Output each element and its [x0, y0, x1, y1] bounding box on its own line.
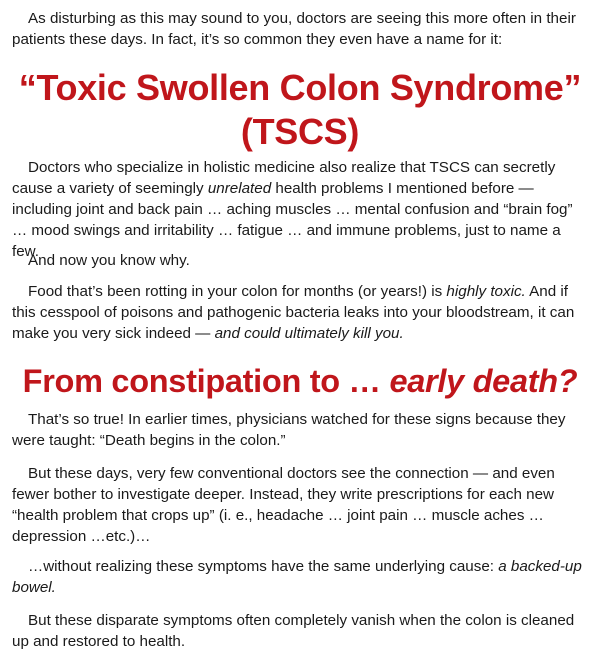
paragraph-rotting-food-emphasis2: and could ultimately kill you.: [214, 325, 404, 342]
paragraph-rotting-food-part2: And if this cesspool of poisons and pathogenic bacteria leaks into your bloodstream, it can make you very sick indeed —: [12, 283, 575, 342]
heading-early-death: [0, 360, 600, 402]
paragraph-without-realizing-emphasis: a backed-up bowel.: [12, 558, 582, 596]
paragraph-so-true: That’s so true! In earlier times, physicians watched for these signs because they were taught: “Death begins in the colon.”: [12, 411, 566, 449]
paragraph-holistic-emphasis: unrelated: [207, 180, 272, 197]
paragraph-intro: As disturbing as this may sound to you, doctors are seeing this more often in their patients these days. In fact, it’s so common they even have a name for it:: [12, 10, 576, 48]
paragraph-rotting-food-emphasis1: highly toxic.: [446, 283, 526, 300]
heading-tscs-line2: (TSCS): [240, 111, 360, 152]
paragraph-now-you-know: And now you know why.: [28, 252, 190, 269]
heading-early-death-emphasis: early death?: [389, 363, 578, 399]
paragraph-holistic: [12, 157, 590, 262]
paragraph-rotting-food-part1: Food that’s been rotting in your colon for months (or years!) is: [28, 283, 447, 300]
heading-tscs-line1: “Toxic Swollen Colon Syndrome”: [18, 67, 582, 108]
heading-tscs: [0, 66, 600, 154]
paragraph-holistic-part2: health problems I mentioned before — including joint and back pain … aching muscles … mental confusion and “brain fog” … mood swings and irritability … fatigue … and immune problems, just to name a few.: [12, 180, 573, 260]
paragraph-without-realizing: [12, 556, 590, 598]
paragraph-rotting-food: [12, 281, 590, 344]
paragraph-these-days: But these days, very few conventional doctors see the connection — and even fewer bother to investigate deeper. Instead, they write prescriptions for each new “health problem that crops up” (i. e., headache … joint pain … muscle aches … depression …etc.)…: [12, 465, 555, 545]
paragraph-holistic-part1: Doctors who specialize in holistic medicine also realize that TSCS can secretly cause a variety of seemingly: [12, 159, 556, 197]
paragraph-symptoms-vanish: But these disparate symptoms often completely vanish when the colon is cleaned up and restored to health.: [12, 612, 575, 650]
heading-early-death-part1: From constipation to …: [22, 363, 390, 399]
paragraph-without-realizing-part1: …without realizing these symptoms have the same underlying cause:: [28, 558, 499, 575]
